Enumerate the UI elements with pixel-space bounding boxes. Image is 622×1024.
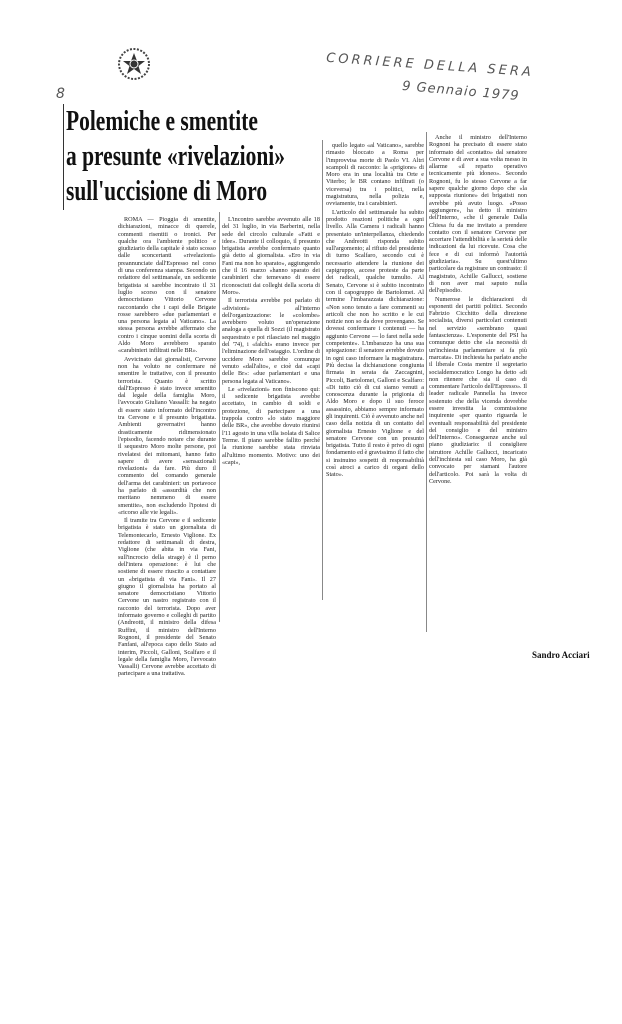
headline-rule [63,104,64,210]
paragraph: Le «rivelazioni» non finiscono qui: il sedicente brigatista avrebbe accettato, in cambio di soldi e protezione, di partecipare a una trappola contro «lo stato maggiore delle BR», che avrebbe dovuto riunirsi l'11 agosto in una villa isolata di Salice Terme. Il piano sarebbe fallito perché la riunione sarebbe stata rinviata all'ultimo momento. Motivo: uno dei «capi», [222,385,320,466]
column-divider [322,140,323,600]
paragraph: Anche il ministro dell'Interno Rognoni ha precisato di essere stato informato del «contatto» dal senatore Cervone e di aver a sua volta messo in allarme «il reparto operativo tecnicamente più idoneo». Secondo Rognoni, fu lo stesso Cervone a far sapere qualche giorno dopo che «la supposta riunione» dei brigatisti non avrebbe più avuto luogo. «Posso aggiungere», ha detto il ministro dell'Interno, «che il generale Dalla Chiesa fu da me invitato a prendere contatto con il senatore Cervone per accertare l'attendibilità e la serietà delle indicazioni da lui ricevute. Cosa che fece e di cui informò l'autorità giudiziaria». Su quest'ultimo particolare da registrare un contrasto: il magistrato, Achille Gallucci, sostiene di non aver mai saputo nulla dell'episodio. [429,134,527,295]
column-divider [426,132,427,632]
headline-line: a presunte «rivelazioni» [66,140,285,172]
headline-line: sull'uccisione di Moro [66,175,268,207]
byline: Sandro Acciari [532,650,590,660]
article-column-3 [326,142,424,600]
paragraph: Avvicinato dai giornalisti, Cervone non ha voluto ne confermare né smentire le trattative, con il presunto terrorista. Quanto è scritto dall'Espresso è stato invece smentito dal legale della famiglia Moro, l'avvocato Giuliano Vassalli: ha negato di essere stato informato dell'incontro tra Cervone e il presunto brigatista. Ambienti governativi hanno drasticamente ridimensionato l'episodio, facendo notare che durante il sequestro Moro molte persone, poi rivelatesi dei mitomani, hanno fatto sapere di avere «sensazionali rivelazioni» da fare. Più duro il commento del comando generale dell'arma dei carabinieri: un portavoce ha parlato di «assurdità che non meritano nemmeno di essere smentite», non escludendo l'ipotesi di «ricorso alle vie legali». [118,355,216,516]
article-column-1 [118,216,216,836]
handwritten-newspaper-name: CORRIERE DELLA SERA [325,50,535,81]
handwritten-date: 9 Gennaio 1979 [401,78,521,105]
headline [66,104,285,209]
paragraph: Il terrorista avrebbe poi parlato di «divisioni» all'interno dell'organizzazione: le «colombe» avrebbero voluto un'operazione analoga a quella di Sozzi (il magistrato sequestrato e poi rilasciato nel maggio del '74), i «falchi» erano invece per l'eliminazione dell'ostaggio. L'ordine di uccidere Moro sarebbe comunque venuto «dall'alto», e cioè dai «capi delle Br»: «due parlamentari e una persona legata al Vaticano». [222,297,320,385]
paragraph: ROMA — Pioggia di smentite, dichiarazioni, minacce di querele, commenti risentiti o ironici. Per qualche ora l'ambiente politico e giudiziario della capitale è stato scosso dalle sconcertanti «rivelazioni» preannunciate dall'Espresso nel corso di una conferenza stampa. Secondo un redattore del settimanale, un sedicente brigatista si sarebbe incontrato il 31 luglio scorso con il senatore democristiano Vittorio Cervone raccontando che i capi delle Brigate rosse sarebbero «due parlamentari e una persona legata al Vaticano». La stessa persona avrebbe affermato che contro i cinque uomini della scorta di Aldo Moro avrebbero sparato «carabinieri infiltrati nelle BR». [118,216,216,355]
paragraph: Il tramite tra Cervone e il sedicente brigatista è stato un giornalista di Telemontecarlo, Ernesto Viglione. Ex redattore di settimanali di destra, Viglione (che abita in via Fani, sull'incrocio della strage) è il perno dell'intera operazione: è lui che sostiene di essere riuscito a contattare un «brigatista di via Fani». Il 27 giugno il giornalista ha portato al senatore democristiano Vittorio Cervone un nastro registrato con il racconto del terrorista. Dopo aver informato governo e colleghi di partito (Andreotti, il ministro della difesa Ruffini, il ministro dell'Interno Rognoni, il presidente del Senato Fanfani, all'epoca capo dello Stato ad interim, Piccoli, Galloni, Scalfaro e il legale della famiglia Moro, l'avvocato Vassalli) Cervone avrebbe accettato di partecipare a una trattativa. [118,517,216,678]
column-divider [219,212,220,622]
paragraph: quello legato «al Vaticano», sarebbe rimasto bloccato a Roma per l'improvvisa morte di Paolo VI. Altri scampoli di racconto: la «prigione» di Moro era in una località tra Orte e Viterbo; le BR contano infiltrati (o viceversa) tra i politici, nella magistratura, nella polizia e, ovviamente, tra i carabinieri. [326,142,424,208]
article-column-4 [429,134,527,634]
headline-line: Polemiche e smentite [66,105,258,137]
paragraph: L'articolo del settimanale ha subito prodotto reazioni politiche a ogni livello. Alla Camera i radicali hanno presentato un'interpellanza, chiedendo che Andreotti risponda subito sull'argomento; al rifiuto del presidente di turno Scalfaro, secondo cui è necessario attendere la riunione dei capigruppo, accese proteste da parte dei radicali, qualche tumulto. Al Senato, Cervone si è subito incontrato con il capogruppo de Bartolomei. Al termine l'imbarazzata dichiarazione: «Non sono tenuto a fare commenti su articoli che non ho scritto e le cui notizie non so da dove provengano. Se dovessi confermare i contenuti — ha aggiunto Cervone — lo farei nella sede competente». L'imbarazzo ha una sua spiegazione: il senatore avrebbe dovuto in ogni caso informare la magistratura. Più decisa la dichiarazione congiunta firmata in serata da Zaccagnini, Piccoli, Bartolomei, Galloni e Scalfaro: «Di tutto ciò di cui siamo venuti a conoscenza durante la prigionia di Aldo Moro e dopo il suo feroce assassinio, abbiamo sempre informato gli inquirenti. Ciò è avvenuto anche nel caso della notizia di un contatto del giornalista Ernesto Viglione e del senatore Cervone con un presunto brigatista. Tutto il resto è privo di ogni fondamento ed è gravissimo il fatto che si insinuino sospetti di responsabilità così atroci a carico di organi dello Stato». [326,208,424,479]
paragraph: Numerose le dichiarazioni di esponenti dei partiti politici. Secondo Fabrizio Cicchitto della direzione socialista, diversi particolari contenuti nel servizio «sembrano quasi fantascienza». L'esponente del PSI ha comunque detto che «la necessità di un'inchiesta parlamentare si fa più marcata». Di inchiesta ha parlato anche il liberale Costa mentre il segretario socialdemocratico Longo ha detto «di non ritenere che sia il caso di commentare l'articolo dell'Espresso». Il leader radicale Pannella ha invece sostenuto che della vicenda dovrebbe essere investita la commissione inquirente «per quanto riguarda le eventuali responsabilità del presidente del consiglio e del ministro dell'Interno». Conseguenze anche sul piano giudiziario: il consigliere istruttore Achille Gallucci, incaricato dell'inchiesta sul caso Moro, ha già convocato per stamani l'autore dell'articolo. Poi sarà la volta di Cervone. [429,295,527,485]
handwritten-margin-mark: 8 [56,86,65,102]
article-column-2 [222,216,320,614]
paragraph: L'incontro sarebbe avvenuto alle 18 del 31 luglio, in via Barberini, nella sede del circolo culturale «Fatti e idee». Durante il colloquio, il presunto brigatista avrebbe confermato quanto già detto al giornalista. «Ero in via Fani ma non ho sparato», aggiungendo che il 16 marzo «hanno sparato dei carabinieri che temevano di essere riconosciuti dai colleghi della scorta di Moro». [222,216,320,296]
italian-republic-emblem-icon [114,44,154,84]
